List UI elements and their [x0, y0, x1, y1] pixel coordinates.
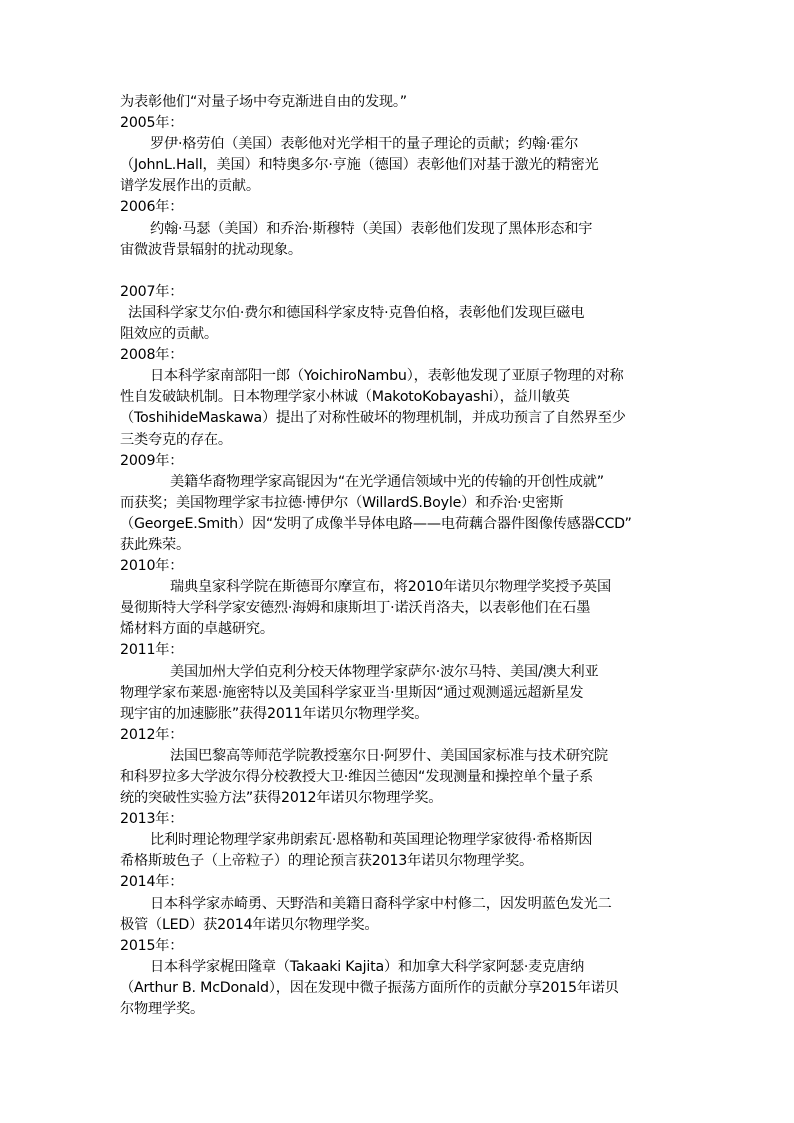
year-heading: 2010年： — [120, 558, 184, 575]
text-line: （ToshihideMaskawa）提出了对称性破坏的物理机制，并成功预言了自然界至少 — [120, 410, 626, 427]
text-line: 极管（LED）获2014年诺贝尔物理学奖。 — [120, 916, 379, 933]
text-line: 为表彰他们“对量子场中夸克渐进自由的发现。” — [120, 94, 407, 110]
year-heading: 2007年： — [120, 283, 184, 300]
year-heading: 2015年： — [120, 937, 184, 954]
text-line: 美国加州大学伯克利分校天体物理学家萨尔·波尔马特、美国/澳大利亚 — [170, 663, 599, 680]
text-line: 三类夸克的存在。 — [120, 431, 232, 448]
text-line: 日本科学家赤崎勇、天野浩和美籍日裔科学家中村修二，因发明蓝色发光二 — [150, 895, 612, 912]
text-line: 宙微波背景辐射的扰动现象。 — [120, 241, 302, 258]
text-line: （GeorgeE.Smith）因“发明了成像半导体电路——电荷藕合器件图像传感器CCD” — [120, 515, 632, 532]
year-heading: 2011年： — [120, 642, 184, 659]
text-line: 而获奖；美国物理学家韦拉德·博伊尔（WillardS.Boyle）和乔治·史密斯 — [120, 494, 564, 511]
year-heading: 2012年： — [120, 726, 184, 743]
year-heading: 2013年： — [120, 811, 184, 828]
text-line: 美籍华裔物理学家高锟因为“在光学通信领域中光的传输的开创性成就” — [170, 473, 604, 490]
text-line: 法国科学家艾尔伯·费尔和德国科学家皮特·克鲁伯格，表彰他们发现巨磁电 — [128, 304, 585, 321]
text-line: 统的突破性实验方法”获得2012年诺贝尔物理学奖。 — [120, 790, 443, 807]
text-line: 阻效应的贡献。 — [120, 326, 218, 343]
text-line: 瑞典皇家科学院在斯德哥尔摩宣布，将2010年诺贝尔物理学奖授予英国 — [170, 579, 611, 596]
year-heading: 2006年： — [120, 199, 184, 216]
text-line: 性自发破缺机制。日本物理学家小林诚（MakotoKobayashi），益川敏英 — [120, 389, 570, 406]
text-line: （JohnL.Hall，美国）和特奥多尔·亨施（德国）表彰他们对基于激光的精密光 — [120, 157, 599, 174]
blank-line — [120, 261, 680, 282]
text-line: 烯材料方面的卓越研究。 — [120, 621, 274, 638]
year-heading: 2008年： — [120, 347, 184, 364]
document-body — [120, 92, 680, 1020]
text-line: 罗伊·格劳伯（美国）表彰他对光学相干的量子理论的贡献；约翰·霍尔 — [150, 136, 579, 153]
text-line: 和科罗拉多大学波尔得分校教授大卫·维因兰德因“发现测量和操控单个量子系 — [120, 769, 594, 785]
text-line: 日本科学家梶田隆章（Takaaki Kajita）和加拿大科学家阿瑟·麦克唐纳 — [150, 958, 585, 975]
text-line: 获此殊荣。 — [120, 536, 190, 553]
text-line: 约翰·马瑟（美国）和乔治·斯穆特（美国）表彰他们发现了黑体形态和宇 — [150, 220, 593, 237]
year-heading: 2014年： — [120, 874, 184, 891]
year-heading: 2005年： — [120, 115, 184, 132]
text-line: 日本科学家南部阳一郎（YoichiroNambu），表彰他发现了亚原子物理的对称 — [150, 368, 624, 385]
text-line: 希格斯玻色子（上帝粒子）的理论预言获2013年诺贝尔物理学奖。 — [120, 853, 533, 870]
text-line: 曼彻斯特大学科学家安德烈·海姆和康斯坦丁·诺沃肖洛夫，以表彰他们在石墨 — [120, 600, 591, 617]
text-line: 现宇宙的加速膨胀”获得2011年诺贝尔物理学奖。 — [120, 705, 429, 722]
text-line: 比利时理论物理学家弗朗索瓦·恩格勒和英国理论物理学家彼得·希格斯因 — [150, 832, 593, 849]
year-heading: 2009年： — [120, 452, 184, 469]
text-line: 物理学家布莱恩·施密特以及美国科学家亚当·里斯因“通过观测遥远超新星发 — [120, 684, 584, 701]
text-line: 尔物理学奖。 — [120, 1001, 204, 1018]
text-line: 谱学发展作出的贡献。 — [120, 178, 260, 195]
text-line: （Arthur B. McDonald），因在发现中微子振荡方面所作的贡献分享2015年诺贝 — [120, 979, 619, 996]
text-line: 法国巴黎高等师范学院教授塞尔日·阿罗什、美国国家标准与技术研究院 — [170, 747, 608, 764]
